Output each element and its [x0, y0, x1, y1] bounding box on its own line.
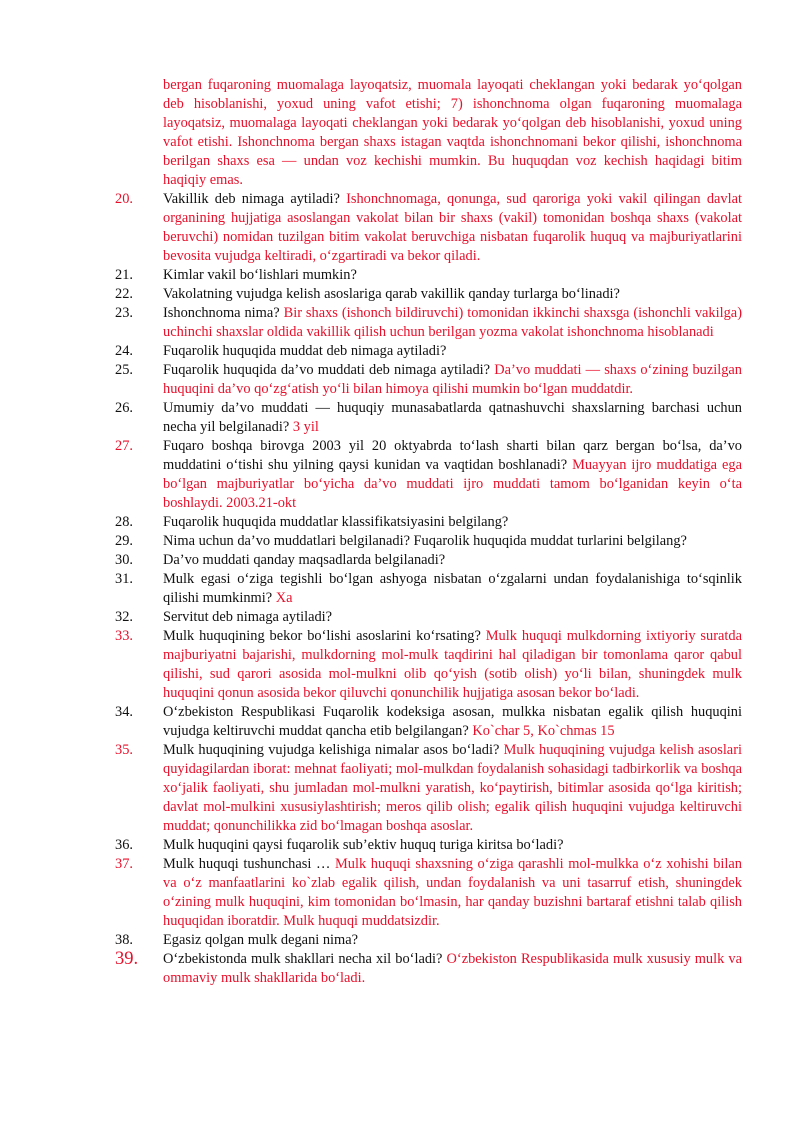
question-text: Mulk huquqi tushunchasi …: [163, 856, 331, 872]
question-item: [115, 855, 742, 931]
question-list: [115, 76, 742, 988]
question-body: [163, 703, 742, 741]
question-item: [115, 266, 742, 285]
answer-text: Bir shaxs (ishonch bildiruvchi) tomonidan ikkinchi shaxsga (ishonchli vakilga) uchinchi shaxslar oldida vakillik qilish uchun berilgan yozma vakolat ishonchnoma hisoblanadi: [163, 305, 742, 340]
question-number: 31.: [115, 571, 133, 587]
question-text: O‘zbekiston Respublikasi Fuqarolik kodeksiga asosan, mulkka nisbatan egalik qilish huquqini vujudga keltiruvchi muddat qancha etib belgilangan?: [163, 704, 742, 739]
answer-text: Da’vo muddati — shaxs o‘zining buzilgan huquqini da’vo qo‘zg‘atish yo‘li bilan himoya qilishi mumkin bo‘lgan muddatdir.: [163, 362, 742, 397]
question-item: [115, 836, 742, 855]
answer-text: Ishonchnomaga, qonunga, sud qaroriga yoki vakil qilingan davlat organining hujjatiga asoslangan vakolat bilan bir shaxs (vakil) tomonidan boshqa shaxs (vakolat beruvchi) nomidan tuzilgan bitim vakolat beruvchiga nisbatan fuqarolik huquq va majburiyatlarini bevosita vujudga keltiradi, o‘zgartiradi va bekor qiladi.: [163, 191, 742, 264]
question-text: Umumiy da’vo muddati — huquqiy munasabatlarda qatnashuvchi shaxslarning barchasi uchun necha yil belgilanadi?: [163, 400, 742, 435]
question-body: [163, 266, 742, 285]
answer-text: Mulk huquqi mulkdorning ixtiyoriy suratda majburiyatni bajarishi, mulkdorning mol-mulk taqdirini hal qiladigan bir tomonlama qaror qabul qilishi, sud qarori asosida mol-mulkni olib qo‘yish (sotib olish) yo‘li bilan, shuningdek mulk huquqini qonun asosida bekor qiluvchi qonunchilik hujjatiga asosan bekor bo‘ladi.: [163, 628, 742, 701]
question-body: [163, 399, 742, 437]
question-item: [115, 304, 742, 342]
question-body: [163, 285, 742, 304]
question-number: 20.: [115, 191, 133, 207]
question-number: 22.: [115, 286, 133, 302]
question-number: 34.: [115, 704, 133, 720]
question-text: Fuqaro boshqa birovga 2003 yil 20 oktyabrda to‘lash sharti bilan qarz bergan bo‘lsa, da’vo muddatini o‘tishi shu yilning qaysi kunidan va vaqtidan boshlanadi?: [163, 438, 742, 473]
question-number: 27.: [115, 438, 133, 454]
question-item: [115, 741, 742, 836]
question-text: Fuqarolik huquqida muddat deb nimaga aytiladi?: [163, 343, 447, 359]
question-number: 37.: [115, 856, 133, 872]
question-text: Fuqarolik huquqida da’vo muddati deb nimaga aytiladi?: [163, 362, 491, 378]
answer-text: O‘zbekiston Respublikasida mulk xususiy mulk va ommaviy mulk shakllarida bo‘ladi.: [163, 951, 743, 986]
question-number: 38.: [115, 932, 133, 948]
question-number: 33.: [115, 628, 133, 644]
question-number: 25.: [115, 362, 133, 378]
question-number: 24.: [115, 343, 133, 359]
question-text: Nima uchun da’vo muddatlari belgilanadi? Fuqarolik huquqida muddat turlarini belgilang?: [163, 533, 687, 549]
question-text: Mulk egasi o‘ziga tegishli bo‘lgan ashyoga nisbatan o‘zgalarni undan foydalanishiga to‘sqinlik qilishi mumkinmi?: [163, 571, 742, 606]
question-body: [163, 855, 742, 931]
question-item: [115, 190, 742, 266]
question-item: [115, 703, 742, 741]
question-text: Egasiz qolgan mulk degani nima?: [163, 932, 359, 948]
answer-text: Ko`char 5, Ko`chmas 15: [472, 723, 615, 739]
question-item: [115, 931, 742, 950]
question-body: [163, 741, 742, 836]
question-body: [163, 608, 742, 627]
answer-text: Mulk huquqining vujudga kelish asoslari quyidagilardan iborat: mehnat faoliyati; mol-mulkdan foydalanish sohasidagi tadbirkorlik va boshqa xo‘jalik faoliyati, shu jumladan mol-mulkni yaratish, ko‘paytirish, bitimlar asosida qo‘lga kiritish; davlat mol-mulkini xususiylashtirish; meros qilib olish; egalik qilish huquqini vujudga keltiruvchi muddat; qonunchilikka zid bo‘lmagan boshqa asoslar.: [163, 742, 742, 834]
question-body: [163, 627, 742, 703]
question-number: 21.: [115, 267, 133, 283]
question-number: 39.: [115, 949, 139, 969]
answer-text: Muayyan ijro muddatiga ega bo‘lgan majburiyatlar bo‘yicha da’vo muddati ijro muddati tamom bo‘lganidan keyin o‘ta boshlaydi. 2003.21-okt: [163, 457, 742, 511]
question-body: [163, 836, 742, 855]
question-text: Ishonchnoma nima?: [163, 305, 280, 321]
question-body: [163, 551, 742, 570]
question-body: [163, 361, 742, 399]
question-body: [163, 950, 742, 988]
question-body: [163, 342, 742, 361]
question-item: [115, 437, 742, 513]
question-number: 28.: [115, 514, 133, 530]
question-text: Mulk huquqining vujudga kelishiga nimalar asos bo‘ladi?: [163, 742, 500, 758]
question-item: [115, 399, 742, 437]
question-number: 36.: [115, 837, 133, 853]
answer-text: Xa: [275, 590, 293, 606]
question-number: 35.: [115, 742, 133, 758]
question-text: Vakolatning vujudga kelish asoslariga qarab vakillik qanday turlarga bo‘linadi?: [163, 286, 620, 302]
answer-text: Mulk huquqi shaxsning o‘ziga qarashli mol-mulkka o‘z xohishi bilan va o‘z manfaatlarini ko`zlab egalik qilish, undan foydalanish va uni tasarruf etish, shuningdek o‘zining mulk huquqini, kim tomonidan bo‘lmasin, har qanday buzishni bartaraf etishni talab qilish huquqidan iboratdir. Mulk huquqi muddatsizdir.: [163, 856, 742, 929]
question-number: 23.: [115, 305, 133, 321]
answer-text: 3 yil: [292, 419, 319, 435]
question-body: [163, 570, 742, 608]
question-item: [115, 285, 742, 304]
question-text: Da’vo muddati qanday maqsadlarda belgilanadi?: [163, 552, 446, 568]
question-item: [115, 570, 742, 608]
question-number: 32.: [115, 609, 133, 625]
question-text: Kimlar vakil bo‘lishlari mumkin?: [163, 267, 357, 283]
question-text: Mulk huquqining bekor bo‘lishi asoslarini ko‘rsating?: [163, 628, 486, 644]
question-number: 30.: [115, 552, 133, 568]
question-text: Servitut deb nimaga aytiladi?: [163, 609, 333, 625]
question-number: 29.: [115, 533, 133, 549]
question-body: [163, 190, 742, 266]
question-item: [115, 342, 742, 361]
intro-paragraph: [115, 76, 742, 190]
question-body: [163, 304, 742, 342]
question-body: [163, 437, 742, 513]
question-item: [115, 513, 742, 532]
question-body: [163, 931, 742, 950]
question-item: [115, 608, 742, 627]
question-number: 26.: [115, 400, 133, 416]
intro-text: bergan fuqaroning muomalaga layoqatsiz, muomala layoqati cheklangan yoki bedarak yo‘qolgan deb hisoblanishi, yoxud uning vafot etishi; 7) ishonchnoma olgan fuqaroning muomalaga layoqatsiz, muomalaga layoqati cheklangan yoki bedarak yo‘qolgan deb hisoblanishi, yoxud uning vafot etishi. Ishonchnoma bergan shaxs istagan vaqtda ishonchnomani bekor qilishi, ishonchnoma berilgan shaxs esa — undan voz kechishi mumkin. Bu huquqdan voz kechish haqidagi bitim haqiqiy emas.: [163, 77, 742, 188]
question-text: Mulk huquqini qaysi fuqarolik sub’ektiv huquq turiga kiritsa bo‘ladi?: [163, 837, 564, 853]
question-item: [115, 551, 742, 570]
question-text: O‘zbekistonda mulk shakllari necha xil bo‘ladi?: [163, 951, 443, 967]
question-item: [115, 950, 742, 988]
question-body: [163, 513, 742, 532]
question-item: [115, 361, 742, 399]
question-item: [115, 532, 742, 551]
question-text: Fuqarolik huquqida muddatlar klassifikatsiyasini belgilang?: [163, 514, 509, 530]
question-item: [115, 627, 742, 703]
question-text: Vakillik deb nimaga aytiladi?: [163, 191, 340, 207]
question-body: [163, 532, 742, 551]
